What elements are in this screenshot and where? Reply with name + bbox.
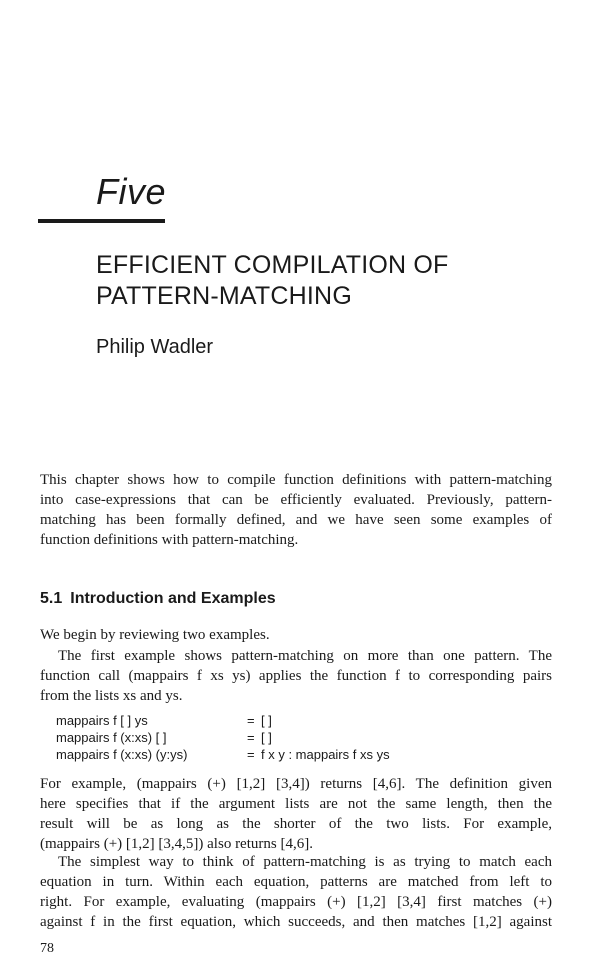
paragraph xyxy=(40,852,552,932)
text-line: into case-expressions that can be efficiently evaluated. Previously, pattern- xyxy=(40,492,552,508)
text-line: The simplest way to think of pattern-matching is as trying to match each xyxy=(58,854,552,870)
code-rhs: [ ] xyxy=(261,713,272,728)
code-rhs: f x y : mappairs f xs ys xyxy=(261,747,390,762)
text-line: function call (mappairs f xs ys) applies the function f to corresponding pairs xyxy=(40,668,552,684)
chapter-title xyxy=(96,250,576,312)
code-lhs: mappairs f [ ] ys xyxy=(56,713,148,728)
section-number: 5.1 xyxy=(40,590,63,607)
paragraph xyxy=(40,646,552,706)
chapter-rule xyxy=(38,219,165,223)
chapter-number: Five xyxy=(96,171,167,212)
text-line: right. For example, evaluating (mappairs (+) [1,2] [3,4] first matches (+) xyxy=(40,894,552,910)
section-title: Introduction and Examples xyxy=(70,590,276,607)
code-lhs: mappairs f (x:xs) (y:ys) xyxy=(56,747,188,762)
code-equals: = xyxy=(247,747,255,762)
paragraph xyxy=(40,625,552,645)
code-rhs: [ ] xyxy=(261,730,272,745)
section-heading xyxy=(40,588,276,610)
text-line: For example, (mappairs (+) [1,2] [3,4]) returns [4,6]. The definition given xyxy=(40,776,552,792)
code-block xyxy=(56,712,390,763)
text-line: function definitions with pattern-matching. xyxy=(40,532,299,548)
code-equals: = xyxy=(247,730,255,745)
text-line: here specifies that if the argument lists are not the same length, then the xyxy=(40,796,552,812)
text-line: (mappairs (+) [1,2] [3,4,5]) also returns [4,6]. xyxy=(40,836,313,852)
chapter-title-line: EFFICIENT COMPILATION OF xyxy=(96,251,449,279)
paragraph xyxy=(40,774,552,854)
chapter-title-line: PATTERN-MATCHING xyxy=(96,282,352,310)
code-line xyxy=(56,729,390,746)
code-line xyxy=(56,712,390,729)
code-equals: = xyxy=(247,713,255,728)
text-line: against f in the first equation, which succeeds, and then matches [1,2] against xyxy=(40,914,552,930)
code-line xyxy=(56,746,390,763)
text-line: We begin by reviewing two examples. xyxy=(40,627,270,643)
text-line: equation in turn. Within each equation, patterns are matched from left to xyxy=(40,874,552,890)
author-name: Philip Wadler xyxy=(96,336,214,358)
abstract-paragraph xyxy=(40,470,552,550)
text-line: from the lists xs and ys. xyxy=(40,688,183,704)
page-number: 78 xyxy=(40,941,54,956)
text-line: matching has been formally defined, and we have seen some examples of xyxy=(40,512,552,528)
text-line: The first example shows pattern-matching on more than one pattern. The xyxy=(58,648,552,664)
text-line: result will be as long as the shorter of the two lists. For example, xyxy=(40,816,552,832)
code-lhs: mappairs f (x:xs) [ ] xyxy=(56,730,167,745)
text-line: This chapter shows how to compile function definitions with pattern-matching xyxy=(40,472,552,488)
